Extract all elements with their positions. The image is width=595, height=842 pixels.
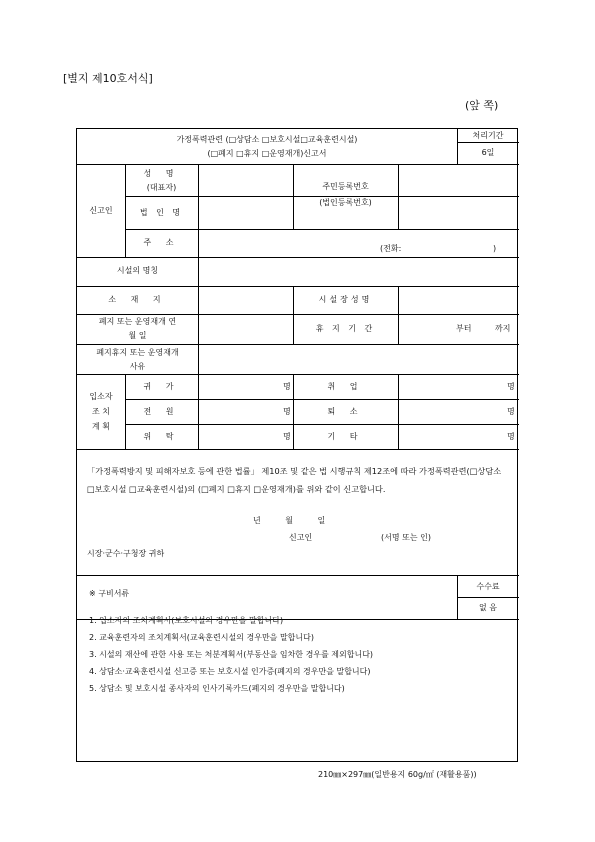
- plan-item-label: 전 원: [143, 407, 180, 416]
- rule-info-mid: [293, 286, 294, 344]
- plan-item-unit: 명: [283, 432, 291, 441]
- report-form: [76, 128, 518, 762]
- location-label: 소 재 지: [108, 295, 167, 304]
- rule-reporter-id: [398, 164, 399, 229]
- form-title-line1: 가정폭력관련 (□상담소 □보호시설□교육훈련시설): [176, 135, 358, 144]
- rule-plan-right: [398, 374, 399, 449]
- rule-reporter-2: [125, 229, 519, 230]
- suspension-period-label: 휴 지 기 간: [315, 324, 376, 333]
- rule-title-bottom: [77, 164, 519, 165]
- recipient-line: 시장·군수·구청장 귀하: [87, 549, 165, 558]
- rule-fee: [457, 597, 519, 598]
- phone-label: (전화:: [380, 244, 402, 253]
- fee-label: 수수료: [476, 582, 500, 591]
- facility-name-label: 시설의 명칭: [116, 266, 159, 275]
- form-number-label: [별지 제10호서식]: [63, 72, 153, 85]
- plan-item-label: 취 업: [327, 382, 364, 391]
- plan-group-line3: 계 획: [92, 422, 110, 431]
- signer-label: 신고인: [289, 533, 313, 542]
- plan-item-label: 기 타: [327, 432, 364, 441]
- plan-group-line2: 조 치: [92, 407, 110, 416]
- plan-item-label: 퇴 소: [327, 407, 364, 416]
- document-item: 2. 교육훈련자의 조치계획서(교육훈련시설의 경우만을 말합니다): [89, 633, 314, 642]
- plan-item-unit: 명: [283, 407, 291, 416]
- plan-group-line1: 입소자: [89, 392, 113, 401]
- rule-info-label: [198, 257, 199, 374]
- reason-label-line2: 사유: [129, 362, 146, 371]
- rule-declaration-bottom: [77, 575, 519, 576]
- rule-plan-bottom: [77, 449, 519, 450]
- document-item: 1. 입소자의 조치계획서(보호시설의 경우만을 말합니다): [89, 616, 284, 625]
- period-to: 까지: [495, 324, 511, 333]
- rule-date: [77, 344, 519, 345]
- date-label-line1: 폐지 또는 운영재개 연: [98, 317, 177, 326]
- rule-location: [77, 314, 519, 315]
- rule-reporter-field: [198, 164, 199, 257]
- representative-label: (대표자): [146, 183, 177, 192]
- rule-reason: [77, 374, 519, 375]
- paper-spec: 210㎜×297㎜(일반용지 60g/㎡ (재활용품)): [318, 770, 477, 779]
- signature-note: (서명 또는 인): [381, 533, 431, 542]
- plan-item-unit: 명: [283, 382, 291, 391]
- date-label-line2: 월 일: [128, 331, 147, 340]
- page-side-label: (앞 쪽): [465, 99, 499, 112]
- document-item: 4. 상담소·교육훈련시설 신고증 또는 보호시설 인가증(폐지의 경우만을 말합니다): [89, 667, 371, 676]
- address-label: 주 소: [143, 238, 180, 247]
- rule-reporter-mid: [293, 164, 294, 229]
- rule-reporter-1: [125, 196, 519, 197]
- processing-period-label: 처리기간: [472, 131, 504, 140]
- director-name-label: 시설장성명: [318, 295, 373, 304]
- rule-info-right: [398, 286, 399, 344]
- required-documents-header: ※ 구비서류: [89, 589, 130, 598]
- plan-item-label: 위 탁: [143, 432, 180, 441]
- document-item: 5. 상담소 및 보호시설 종사자의 인사기록카드(폐지의 경우만을 말합니다): [89, 684, 345, 693]
- plan-item-label: 귀 가: [143, 382, 180, 391]
- reason-label-line1: 폐지휴지 또는 운영재개: [96, 348, 179, 357]
- declaration-text: 「가정폭력방지 및 피해자보호 등에 관한 법률」 제10조 및 같은 법 시행규칙 제12조에 따라 가정폭력관련(□상담소 □보호시설 □교육훈련시설)의 (□폐지 □휴지 □운영재개)를 위와 같이 신고합니다.: [87, 466, 502, 494]
- rule-plan-2: [125, 424, 519, 425]
- corp-id-label: (법인등록번호): [319, 198, 372, 207]
- rule-plan-left: [198, 374, 199, 449]
- reporter-group-label: 신고인: [89, 206, 113, 215]
- corp-name-label: 법 인 명: [139, 208, 184, 217]
- resident-id-label: 주민등록번호: [322, 182, 369, 191]
- period-from: 부터: [456, 324, 472, 333]
- plan-item-unit: 명: [507, 382, 515, 391]
- name-label: 성 명: [143, 169, 180, 178]
- document-item: 3. 시설의 재산에 관한 사용 또는 처분계획서(부동산을 임차한 경우를 제외합니다): [89, 650, 374, 659]
- processing-period-value: 6일: [481, 148, 495, 157]
- rule-facility-name: [77, 286, 519, 287]
- plan-item-unit: 명: [507, 407, 515, 416]
- rule-fee-vertical: [457, 575, 458, 619]
- declaration-date: 년 월 일: [253, 516, 326, 525]
- plan-item-unit: 명: [507, 432, 515, 441]
- rule-plan-1: [125, 399, 519, 400]
- rule-processing: [457, 142, 519, 143]
- phone-end: ): [493, 244, 497, 253]
- fee-value: 없 음: [479, 603, 497, 612]
- rule-reporter-bottom: [77, 257, 519, 258]
- form-title-line2: (□폐지 □휴지 □운영재개)신고서: [207, 149, 327, 158]
